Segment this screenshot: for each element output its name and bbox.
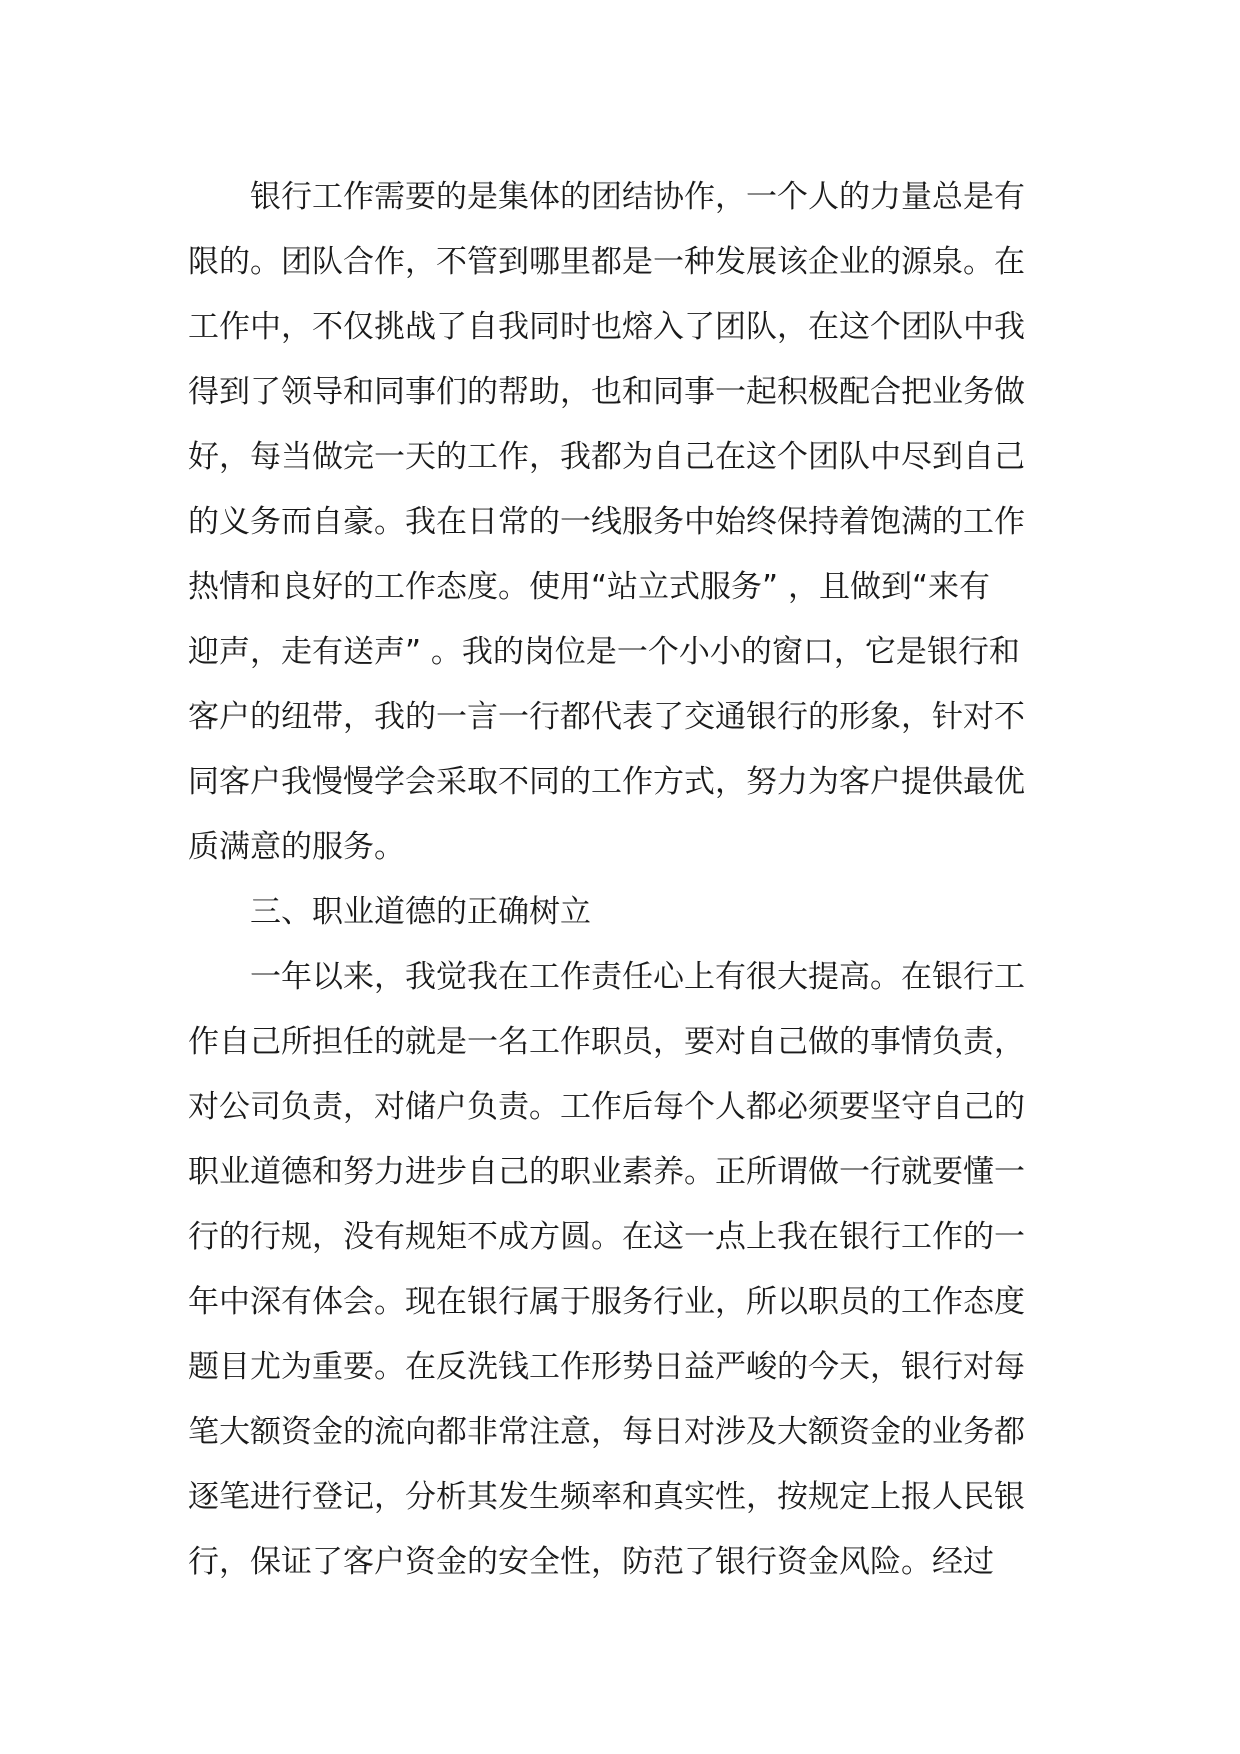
paragraph-line: 对公司负责，对储户负责。工作后每个人都必须要坚守自己的 [188,1089,1025,1125]
paragraph-line: 银行工作需要的是集体的团结协作，一个人的力量总是有 [250,179,1025,215]
paragraph-line: 迎声，走有送声” 。我的岗位是一个小小的窗口，它是银行和 [188,634,1020,670]
paragraph-line: 职业道德和努力进步自己的职业素养。正所谓做一行就要懂一 [188,1154,1025,1190]
paragraph-line: 得到了领导和同事们的帮助，也和同事一起积极配合把业务做 [188,374,1025,410]
paragraph-line: 题目尤为重要。在反洗钱工作形势日益严峻的今天，银行对每 [188,1349,1025,1385]
paragraph-line: 热情和良好的工作态度。使用“站立式服务” ，且做到“来有 [188,569,991,605]
paragraph-line: 作自己所担任的就是一名工作职员，要对自己做的事情负责， [188,1024,1025,1060]
paragraph-line: 笔大额资金的流向都非常注意，每日对涉及大额资金的业务都 [188,1414,1025,1450]
paragraph-line: 一年以来，我觉我在工作责任心上有很大提高。在银行工 [250,959,1025,995]
section-heading: 三、职业道德的正确树立 [250,894,591,930]
body-text [188,165,1056,1595]
paragraph-line: 年中深有体会。现在银行属于服务行业，所以职员的工作态度 [188,1284,1025,1320]
paragraph-line: 逐笔进行登记，分析其发生频率和真实性，按规定上报人民银 [188,1479,1025,1515]
paragraph-line: 客户的纽带，我的一言一行都代表了交通银行的形象，针对不 [188,699,1025,735]
paragraph-line: 同客户我慢慢学会采取不同的工作方式，努力为客户提供最优 [188,764,1025,800]
paragraph-line: 行，保证了客户资金的安全性，防范了银行资金风险。经过 [188,1544,994,1580]
paragraph-line: 工作中，不仅挑战了自我同时也熔入了团队，在这个团队中我 [188,309,1025,345]
paragraph-line: 质满意的服务。 [188,829,405,865]
paragraph-line: 的义务而自豪。我在日常的一线服务中始终保持着饱满的工作 [188,504,1025,540]
paragraph-line: 限的。团队合作，不管到哪里都是一种发展该企业的源泉。在 [188,244,1025,280]
paragraph-line: 行的行规，没有规矩不成方圆。在这一点上我在银行工作的一 [188,1219,1025,1255]
paragraph-line: 好，每当做完一天的工作，我都为自己在这个团队中尽到自己 [188,439,1025,475]
